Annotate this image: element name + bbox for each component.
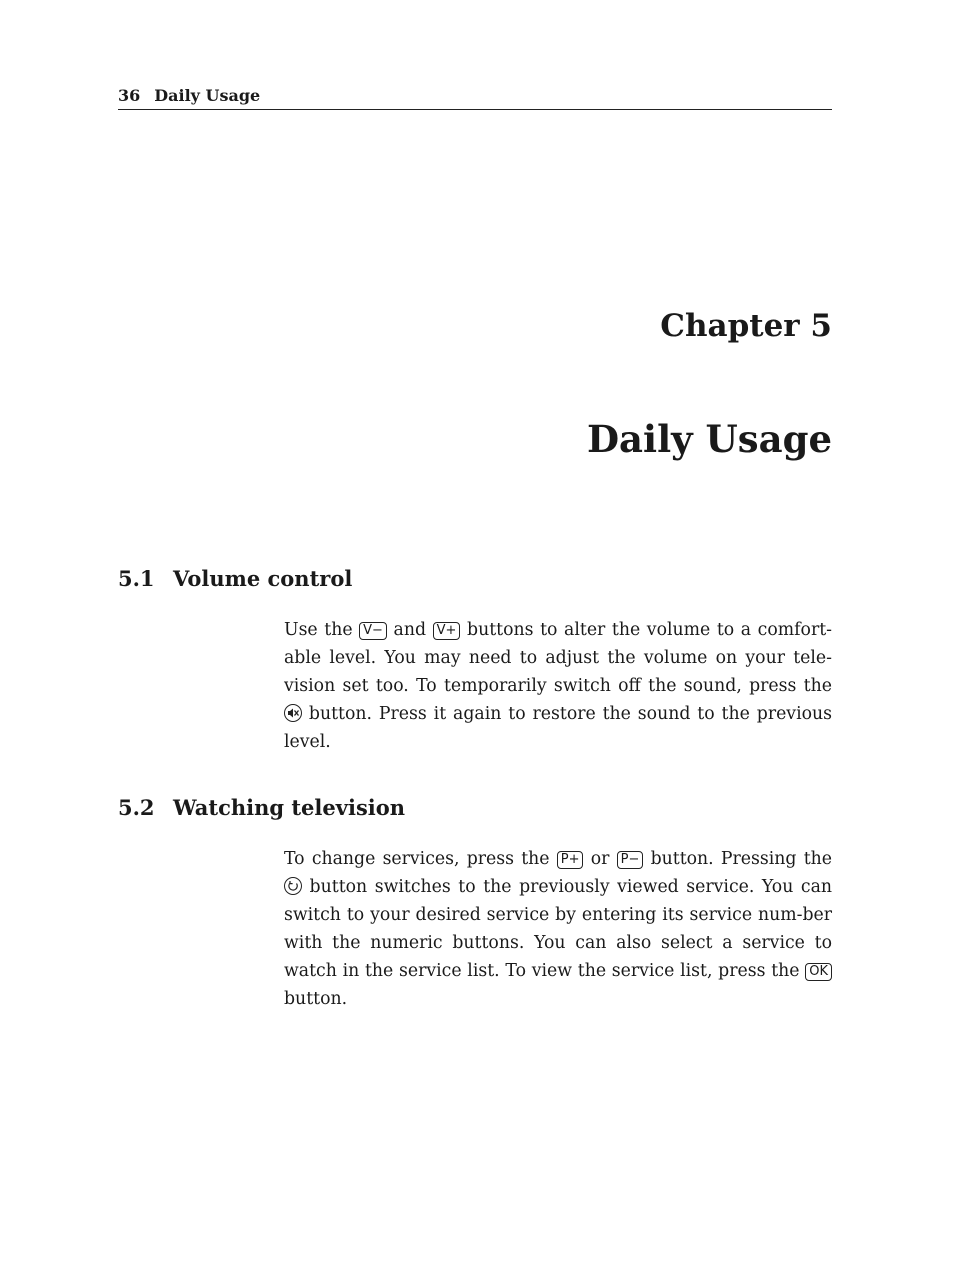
v-plus-key: V+: [433, 622, 461, 640]
text-run: To change services, press the: [284, 849, 557, 869]
chapter-title: Daily Usage: [586, 417, 832, 461]
text-run: button. Pressing the: [643, 849, 832, 869]
text-run: or: [583, 849, 617, 869]
page-number: 36: [118, 86, 141, 105]
text-run: Use the: [284, 620, 360, 640]
v-minus-key: V−: [359, 622, 387, 640]
text-run: button. Press it again to restore the sound to the previous level.: [284, 704, 832, 752]
recall-icon: [284, 877, 302, 895]
text-run: and: [386, 620, 433, 640]
section-number: 5.2: [118, 795, 155, 820]
section-title: Volume control: [173, 566, 353, 591]
running-header: [118, 86, 832, 110]
section-heading-watching-television: [118, 794, 405, 822]
ok-key: OK: [805, 963, 832, 981]
section-heading-volume-control: [118, 565, 352, 593]
p-minus-key: P−: [617, 851, 644, 869]
paragraph-volume-control: [284, 616, 832, 756]
chapter-label: Chapter 5: [660, 308, 832, 344]
section-title: Watching television: [173, 795, 406, 820]
text-run: buttons to alter the volume to a comfort-able level. You may need to adjust the volume on your tele-vision set too. To temporarily switch off the sound, press the: [284, 620, 832, 696]
paragraph-watching-television: [284, 845, 832, 1013]
running-title: Daily Usage: [154, 86, 261, 105]
section-number: 5.1: [118, 566, 155, 591]
text-run: button switches to the previously viewed service. You can switch to your desired service by entering its service num-ber with the numeric buttons. You can also select a service to watch in the service list. To view the service list, press the: [284, 877, 832, 981]
mute-icon: [284, 704, 302, 722]
p-plus-key: P+: [557, 851, 584, 869]
text-run: button.: [284, 989, 348, 1009]
